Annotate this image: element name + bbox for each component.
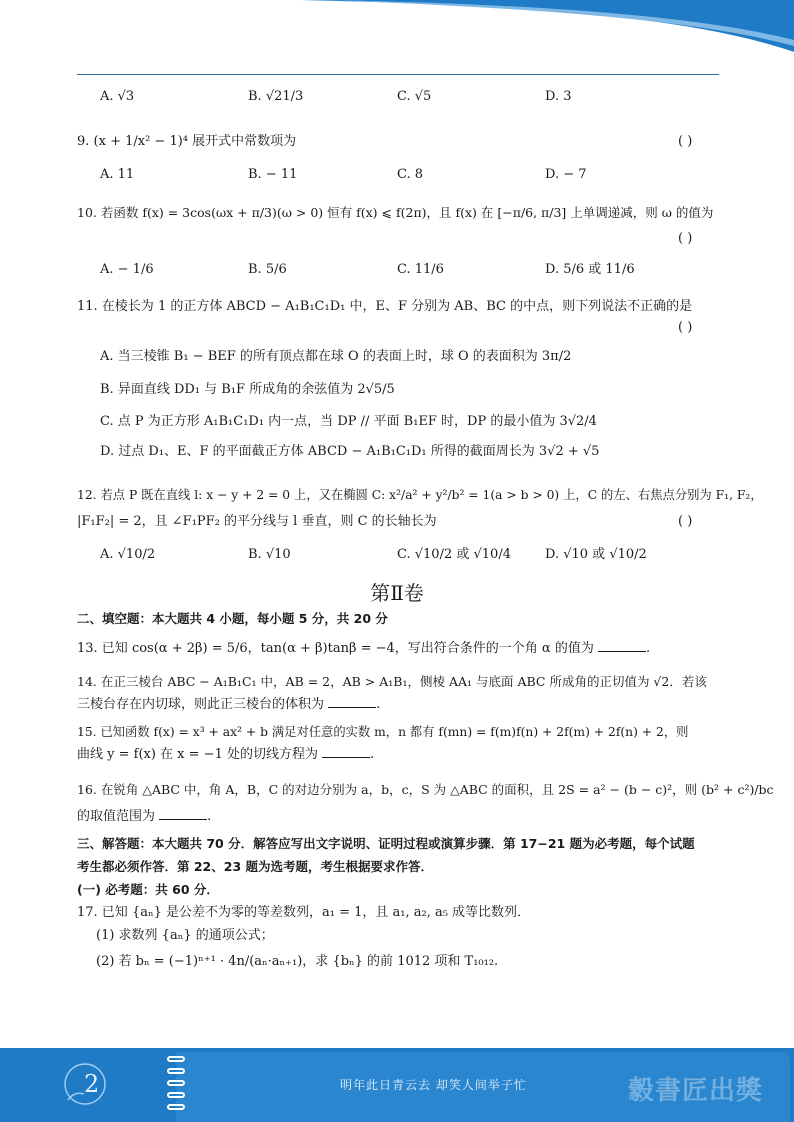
q11-option-b: B. 异面直线 DD₁ 与 B₁F 所成角的余弦值为 2√5/5 <box>100 382 395 397</box>
q14-line1: 14. 在正三棱台 ABC − A₁B₁C₁ 中，AB = 2，AB > A₁B₁，侧棱 AA₁ 与底面 ABC 所成角的正切值为 √2．若该 <box>77 674 707 689</box>
q16-end: . <box>207 809 212 824</box>
q15-end: . <box>370 747 375 762</box>
q14-text: 三棱台存在内切球，则此正三棱台的体积为 <box>77 697 325 712</box>
part2-heading: 二、填空题：本大题共 4 小题，每小题 5 分，共 20 分 <box>77 611 388 626</box>
q12-option-b: B. √10 <box>248 547 291 562</box>
part3-heading-line2: 考生都必须作答．第 22、23 题为选考题，考生根据要求作答． <box>77 859 433 874</box>
header-rule <box>77 74 719 75</box>
q12-stem-line2: |F₁F₂| = 2，且 ∠F₁PF₂ 的平分线与 l 垂直，则 C 的长轴长为 <box>77 514 437 529</box>
q10-stem: 10. 若函数 f(x) = 3cos(ωx + π/3)(ω > 0) 恒有 f(x) ⩽ f(2π)，且 f(x) 在 [−π/6, π/3] 上单调递减，则 ω 的值为 <box>77 205 714 220</box>
q10-option-c: C. 11/6 <box>397 262 444 277</box>
q12-option-a: A. √10/2 <box>100 547 156 562</box>
q15-line2 <box>77 744 374 765</box>
q9-stem: 9. (x + 1/x² − 1)⁴ 展开式中常数项为 <box>77 134 297 149</box>
q12-option-d: D. √10 或 √10/2 <box>545 547 647 562</box>
q10-option-d: D. 5/6 或 11/6 <box>545 262 635 277</box>
q14-end: . <box>376 697 381 712</box>
header-swoosh <box>0 0 794 60</box>
q17-part2: (2) 若 bₙ = (−1)ⁿ⁺¹ · 4n/(aₙ·aₙ₊₁)，求 {bₙ} 的前 1012 项和 T₁₀₁₂. <box>96 954 499 969</box>
q16-text: 的取值范围为 <box>77 809 156 824</box>
q13-blank[interactable] <box>598 638 646 652</box>
section-title: 第Ⅱ卷 <box>370 581 424 605</box>
q16-line1: 16. 在锐角 △ABC 中，角 A，B，C 的对边分别为 a，b，c，S 为 △ABC 的面积，且 2S = a² − (b − c)²，则 (b² + c²)/bc <box>77 782 774 797</box>
q10-option-a: A. − 1/6 <box>100 262 154 277</box>
binding-ring <box>167 1080 185 1086</box>
part3-subheading: (一) 必考题：共 60 分． <box>77 882 219 897</box>
watermark-logo: 豰書匠出獎 <box>628 1076 764 1106</box>
q8-option-b: B. √21/3 <box>248 89 304 104</box>
q13-end: . <box>645 641 651 656</box>
q11-option-d: D. 过点 D₁、E、F 的平面截正方体 ABCD − A₁B₁C₁D₁ 所得的截面周长为 3√2 + √5 <box>100 444 600 459</box>
q16-blank[interactable] <box>159 806 207 820</box>
q14-line2 <box>77 694 380 715</box>
binding-ring <box>167 1092 185 1098</box>
footer-band <box>0 1048 794 1122</box>
q12-answer-paren: ( ) <box>678 514 693 529</box>
q10-answer-paren: ( ) <box>678 231 693 246</box>
q9-answer-paren: ( ) <box>678 134 693 149</box>
binding-ring <box>167 1056 185 1062</box>
footer-motto: 明年此日青云去 却笑人间举子忙 <box>340 1078 527 1092</box>
q12-option-c: C. √10/2 或 √10/4 <box>397 547 511 562</box>
binding-ring <box>167 1068 185 1074</box>
q8-option-d: D. 3 <box>545 89 572 104</box>
q15-line1: 15. 已知函数 f(x) = x³ + ax² + b 满足对任意的实数 m，n 都有 f(mn) = f(m)f(n) + 2f(m) + 2f(n) + 2，则 <box>77 725 689 739</box>
binding-ring <box>167 1104 185 1110</box>
q12-stem-line1: 12. 若点 P 既在直线 l: x − y + 2 = 0 上，又在椭圆 C: x²/a² + y²/b² = 1(a > b > 0) 上，C 的左、右焦点分别为 F₁, F₂， <box>77 488 763 502</box>
q13-text: 13. 已知 cos(α + 2β) = 5/6，tan(α + β)tanβ = −4，写出符合条件的一个角 α 的值为 <box>77 641 594 656</box>
q11-answer-paren: ( ) <box>678 320 693 335</box>
q11-option-c: C. 点 P 为正方形 A₁B₁C₁D₁ 内一点，当 DP // 平面 B₁EF 时，DP 的最小值为 3√2/4 <box>100 414 597 429</box>
part3-heading-line1: 三、解答题：本大题共 70 分．解答应写出文字说明、证明过程或演算步骤．第 17−21 题为必考题，每个试题 <box>77 836 695 851</box>
page-number: 2 <box>84 1070 100 1098</box>
q9-option-b: B. − 11 <box>248 167 298 182</box>
q9-option-a: A. 11 <box>100 167 135 182</box>
q17-stem: 17. 已知 {aₙ} 是公差不为零的等差数列，a₁ = 1，且 a₁, a₂, a₅ 成等比数列． <box>77 905 531 920</box>
q17-part1: (1) 求数列 {aₙ} 的通项公式； <box>96 928 274 943</box>
q14-blank[interactable] <box>328 694 376 708</box>
q11-option-a: A. 当三棱锥 B₁ − BEF 的所有顶点都在球 O 的表面上时，球 O 的表面积为 3π/2 <box>100 349 572 364</box>
q15-blank[interactable] <box>322 744 370 758</box>
q11-stem: 11. 在棱长为 1 的正方体 ABCD − A₁B₁C₁D₁ 中，E、F 分别为 AB、BC 的中点，则下列说法不正确的是 <box>77 299 693 314</box>
q8-option-c: C. √5 <box>397 89 432 104</box>
q9-option-d: D. − 7 <box>545 167 587 182</box>
q16-line2 <box>77 806 211 827</box>
q15-text: 曲线 y = f(x) 在 x = −1 处的切线方程为 <box>77 747 318 762</box>
q13-line <box>77 638 650 659</box>
q8-option-a: A. √3 <box>100 89 135 104</box>
q9-option-c: C. 8 <box>397 167 424 182</box>
q10-option-b: B. 5/6 <box>248 262 287 277</box>
